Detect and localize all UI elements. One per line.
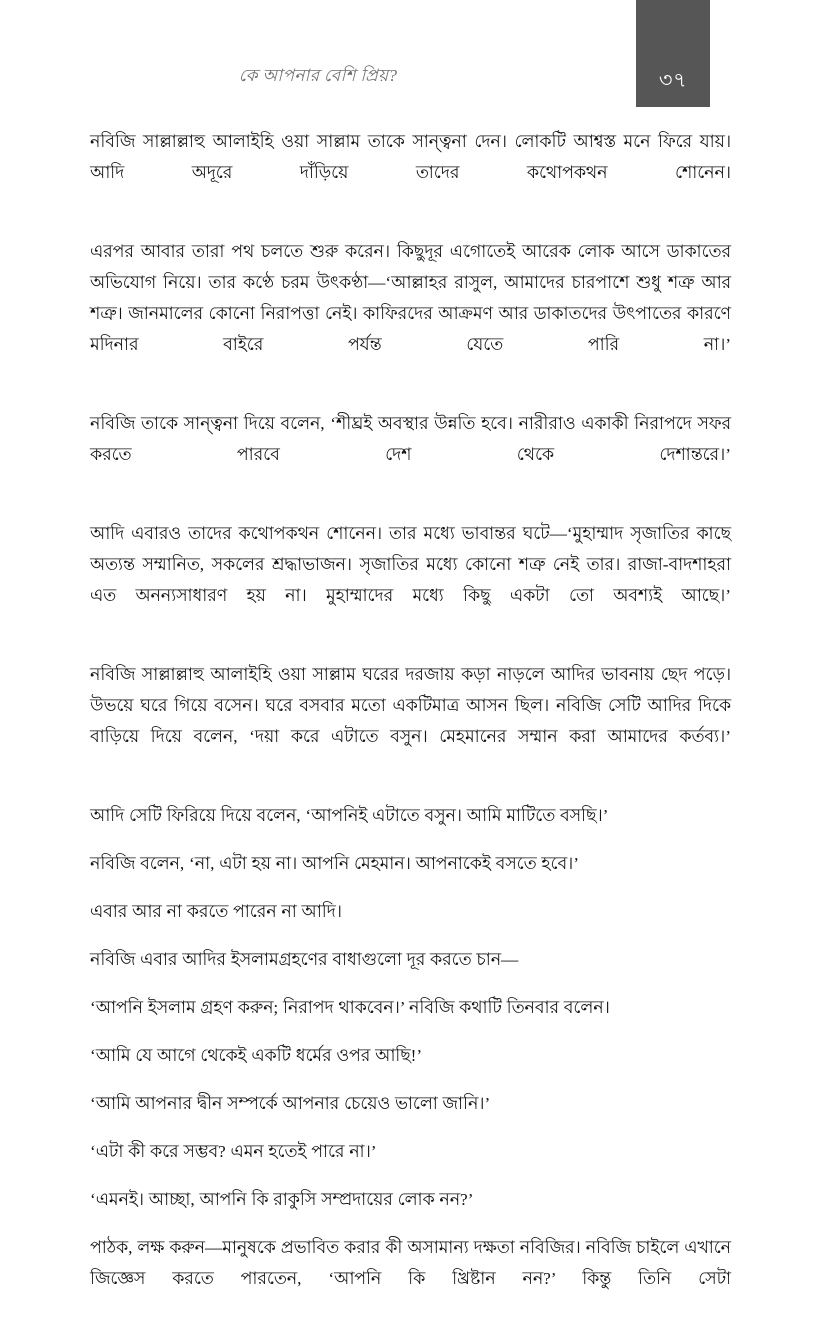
paragraph: নবিজি সাল্লাল্লাহু আলাইহি ওয়া সাল্লাম তাকে সান্ত্বনা দেন। লোকটি আশ্বস্ত মনে ফিরে যায়। আদি অদূরে দাঁড়িয়ে তাদের কথোপকথন শোনেন।: [90, 132, 731, 182]
paragraph: আদি সেটি ফিরিয়ে দিয়ে বলেন, ‘আপনিই এটাতে বসুন। আমি মাটিতে বসছি।’: [90, 806, 609, 825]
paragraph: নবিজি বলেন, ‘না, এটা হয় না। আপনি মেহমান। আপনাকেই বসতে হবে।’: [90, 854, 579, 873]
paragraph: নবিজি তাকে সান্ত্বনা দিয়ে বলেন, ‘শীঘ্রই অবস্থার উন্নতি হবে। নারীরাও একাকী নিরাপদে সফর করতে পারবে দেশ থেকে দেশান্তরে।’: [90, 414, 731, 464]
page-number: ৩৭: [658, 68, 688, 92]
paragraph: ‘এটা কী করে সম্ভব? এমন হতেই পারে না।’: [90, 1142, 377, 1161]
paragraph: ‘এমনই। আচ্ছা, আপনি কি রাকুসি সম্প্রদায়ের লোক নন?’: [90, 1190, 474, 1209]
paragraph: এবার আর না করতে পারেন না আদি।: [90, 902, 342, 921]
paragraph: আদি এবারও তাদের কথোপকথন শোনেন। তার মধ্যে ভাবান্তর ঘটে—‘মুহাম্মাদ সৃজাতির কাছে অত্যন্ত সম্মানিত, সকলের শ্রদ্ধাভাজন। সৃজাতির মধ্যে কোনো শত্রু নেই তার। রাজা-বাদশাহরা এত অনন্যসাধারণ হয় না। মুহাম্মাদের মধ্যে কিছু একটা তো অবশ্যই আছে।’: [90, 524, 731, 605]
page-number-tab: [636, 0, 710, 107]
paragraph: ‘আপনি ইসলাম গ্রহণ করুন; নিরাপদ থাকবেন।’ নবিজি কথাটি তিনবার বলেন।: [90, 998, 610, 1017]
paragraph: ‘আমি আপনার দ্বীন সম্পর্কে আপনার চেয়েও ভালো জানি।’: [90, 1094, 491, 1113]
paragraph: এরপর আবার তারা পথ চলতে শুরু করেন। কিছুদূর এগোতেই আরেক লোক আসে ডাকাতের অভিযোগ নিয়ে। তার কণ্ঠে চরম উৎকণ্ঠা—‘আল্লাহর রাসুল, আমাদের চারপাশে শুধু শত্রু আর শত্রু। জানমালের কোনো নিরাপত্তা নেই। কাফিরদের আক্রমণ আর ডাকাতদের উৎপাতের কারণে মদিনার বাইরে পর্যন্ত যেতে পারি না।’: [90, 242, 731, 354]
paragraph: নবিজি এবার আদির ইসলামগ্রহণের বাধাগুলো দূর করতে চান—: [90, 950, 519, 969]
running-header: কে আপনার বেশি প্রিয়?: [238, 66, 398, 85]
paragraph: ‘আমি যে আগে থেকেই একটি ধর্মের ওপর আছি!’: [90, 1046, 423, 1065]
body-text-column: [90, 126, 731, 1325]
paragraph: পাঠক, লক্ষ করুন—মানুষকে প্রভাবিত করার কী অসামান্য দক্ষতা নবিজির। নবিজি চাইলে এখানে জিজ্ঞেস করতে পারতেন, ‘আপনি কি খ্রিষ্টান নন?’ কিন্তু তিনি সেটা: [90, 1238, 731, 1288]
paragraph: নবিজি সাল্লাল্লাহু আলাইহি ওয়া সাল্লাম ঘরের দরজায় কড়া নাড়লে আদির ভাবনায় ছেদ পড়ে। উভয়ে ঘরে গিয়ে বসেন। ঘরে বসবার মতো একটিমাত্র আসন ছিল। নবিজি সেটি আদির দিকে বাড়িয়ে দিয়ে বলেন, ‘দয়া করে এটাতে বসুন। মেহমানের সম্মান করা আমাদের কর্তব্য।’: [90, 665, 731, 746]
